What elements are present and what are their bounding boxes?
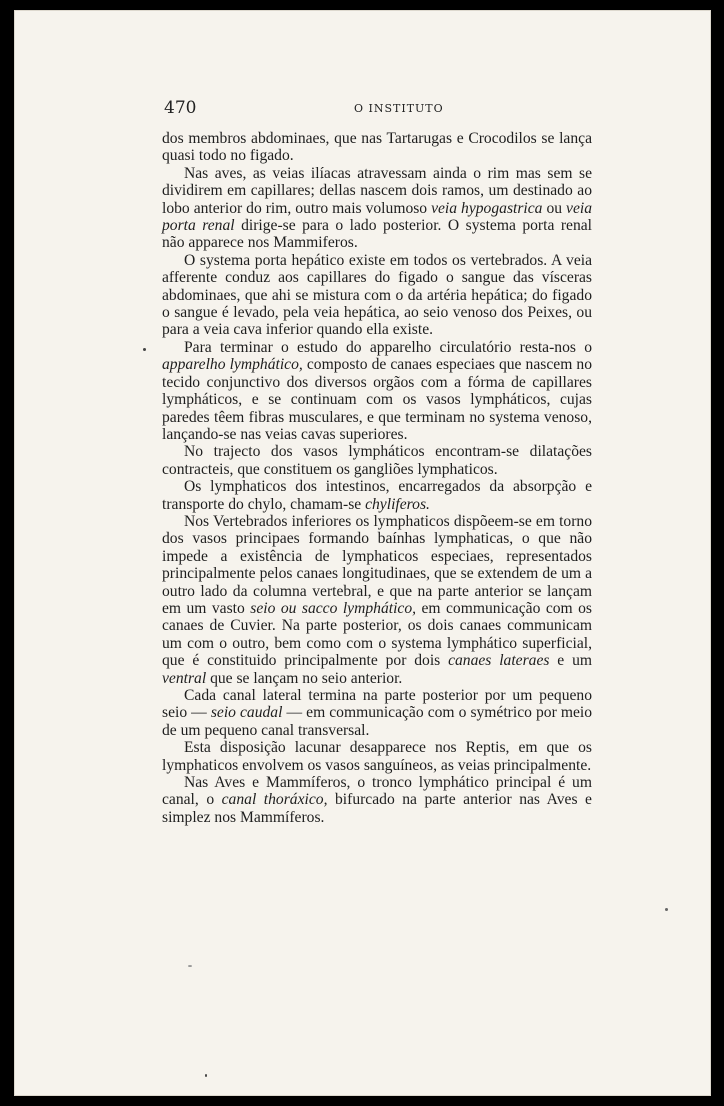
- paragraph: [162, 443, 592, 478]
- running-head: [164, 98, 599, 122]
- text-run: ou: [542, 199, 567, 217]
- text-run: Esta disposição lacunar desapparece nos Reptis, em que os lymphaticos envolvem os vasos sanguíneos, as veias principalmente.: [162, 739, 592, 774]
- paragraph: [162, 774, 592, 826]
- text-run: dirige-se para o lado posterior. O systema porta renal não apparece nos Mammiferos.: [162, 217, 593, 252]
- scan-speck: [205, 1074, 207, 1077]
- text-run: e um: [549, 652, 592, 670]
- italic-term: chyliferos.: [365, 495, 430, 513]
- italic-term: apparelho lymphático,: [162, 356, 303, 374]
- italic-term: veia hypogastrica: [431, 199, 543, 217]
- text-run: No trajecto dos vasos lympháticos encontram-se dilatações contracteis, que constituem os gangliões lymphaticos.: [162, 443, 592, 478]
- paragraph: [162, 478, 592, 513]
- paragraph: [162, 130, 592, 165]
- paragraph: [162, 165, 592, 252]
- paragraph: [162, 252, 592, 339]
- text-run: O systema porta hepático existe em todos os vertebrados. A veia afferente conduz aos capillares do figado o sangue das vísceras abdominaes, que ahi se mistura com o da artéria hepática; do figado o sangue é levado, pela veia hepática, ao seio venoso dos Peixes, ou para a veia cava inferior quando ella existe.: [162, 251, 592, 339]
- journal-title: O INSTITUTO: [354, 102, 444, 115]
- text-run: dos membros abdominaes, que nas Tartarugas e Crocodilos se lança quasi todo no figado.: [162, 130, 592, 165]
- scan-speck: [665, 908, 668, 911]
- text-run: que se lançam no seio anterior.: [206, 669, 403, 687]
- text-run: Cada canal lateral termina na parte posterior por um pequeno seio —: [162, 687, 592, 722]
- italic-term: veia porta renal: [162, 199, 593, 235]
- text-run: Nos Vertebrados inferiores os lymphaticos dispõeem-se em torno dos vasos principaes formando baínhas lymphaticas, o que não impede a existência de lymphaticos especiaes, representados principalmente pelos canaes longitudinaes, que se extendem de um a outro lado da columna vertebral, e que na parte anterior se lançam em um vasto: [162, 512, 592, 617]
- text-run: Os lymphaticos dos intestinos, encarregados da absorpção e transporte do chylo, chamam-se: [162, 478, 592, 513]
- paragraph: [162, 739, 592, 774]
- text-run: — em communicação com o symétrico por meio de um pequeno canal transversal.: [162, 704, 592, 739]
- italic-term: seio caudal: [210, 704, 283, 722]
- italic-term: canal thoráxico,: [221, 791, 328, 809]
- text-run: em communicação com os canaes de Cuvier. Na parte posterior, os dois canaes communicam um com o outro, bem como com o systema lymphático superficial, que é constituido principalmente por dois: [162, 599, 592, 670]
- page-number: 470: [164, 98, 197, 118]
- text-run: bifurcado na parte anterior nas Aves e simplez nos Mammíferos.: [162, 791, 592, 826]
- book-page: [14, 10, 711, 1096]
- text-run: Nas aves, as veias ilíacas atravessam ainda o rim mas sem se dividirem em capillares; dellas nascem dois ramos, um destinado ao lobo anterior do rim, outro mais volumoso: [162, 164, 592, 217]
- italic-term: seio ou sacco lymphático,: [250, 599, 417, 617]
- body-text: [162, 130, 592, 826]
- paragraph: [162, 513, 592, 687]
- italic-term: ventral: [162, 669, 207, 687]
- text-run: Nas Aves e Mammíferos, o tronco lymphático principal é um canal, o: [162, 774, 592, 809]
- scan-speck: [188, 965, 192, 967]
- paragraph: [162, 687, 592, 739]
- text-run: Para terminar o estudo do apparelho circulatório resta-nos o: [184, 338, 592, 356]
- scan-speck: [143, 348, 146, 351]
- text-run: composto de canaes especiaes que nascem no tecido conjunctivo dos diversos orgãos com a fórma de capillares lympháticos, e se continuam com os vasos lympháticos, cujas paredes têem fibras musculares, e que terminam no systema venoso, lançando-se nas veias cavas superiores.: [162, 356, 592, 443]
- paragraph: [162, 339, 592, 443]
- italic-term: canaes lateraes: [448, 652, 550, 670]
